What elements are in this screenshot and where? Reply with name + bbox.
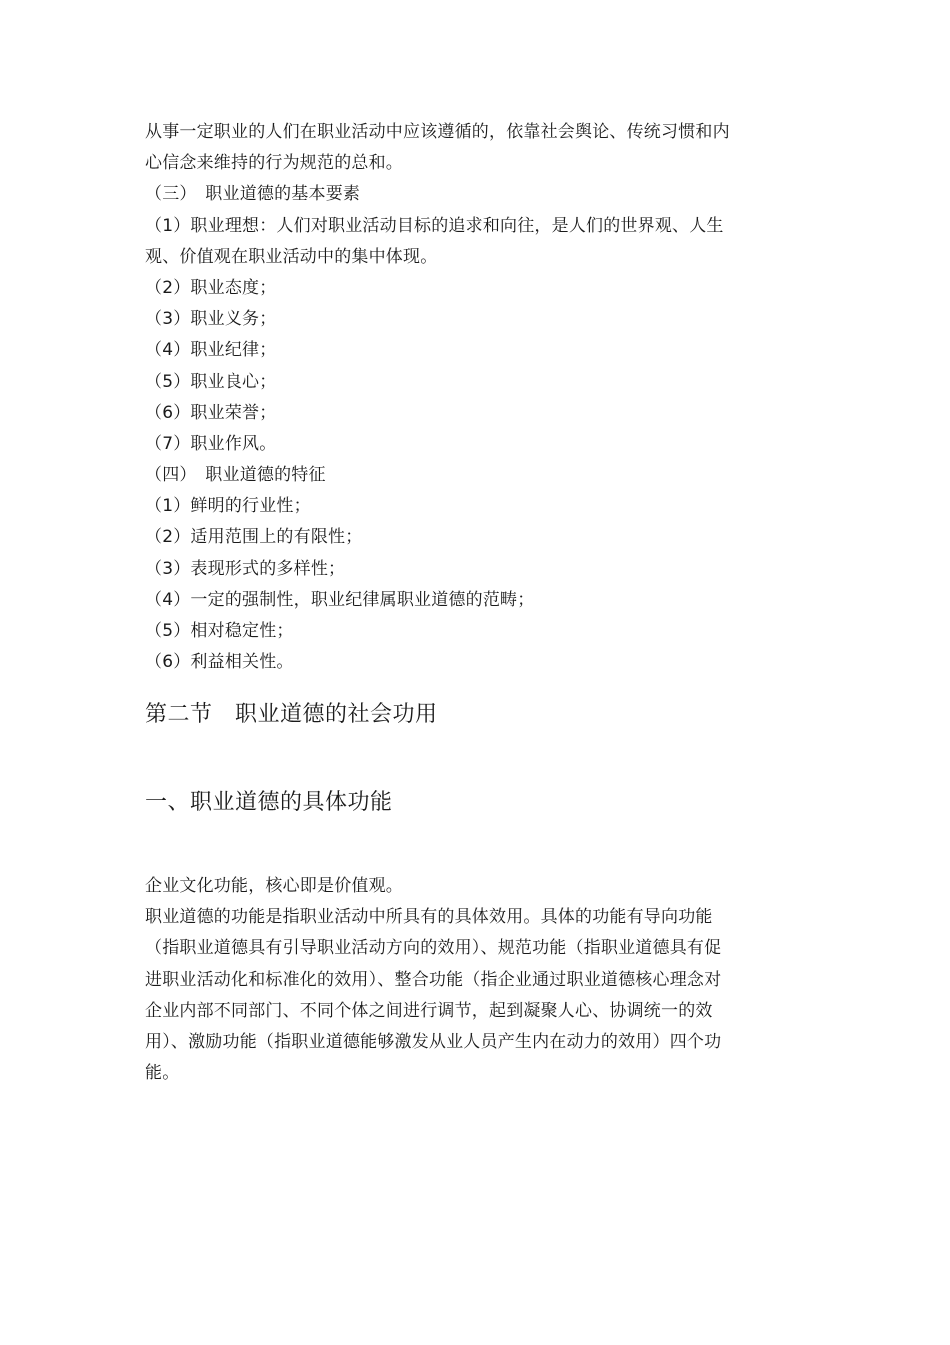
list-item: （3）职业义务； bbox=[145, 309, 277, 330]
text-block-elements-and-features bbox=[145, 117, 760, 678]
list-item: （6）利益相关性。 bbox=[145, 652, 294, 673]
text-line: 企业内部不同部门、不同个体之间进行调节，起到凝聚人心、协调统一的效 bbox=[145, 1000, 713, 1021]
list-item: （5）职业良心； bbox=[145, 371, 277, 392]
text-line: 企业文化功能，核心即是价值观。 bbox=[145, 876, 403, 896]
text-line: 进职业活动化和标准化的效用）、整合功能（指企业通过职业道德核心理念对 bbox=[145, 969, 722, 990]
list-item: （4）一定的强制性，职业纪律属职业道德的范畴； bbox=[145, 589, 535, 610]
subheading-line: （四） 职业道德的特征 bbox=[145, 465, 326, 486]
list-item: （7）职业作风。 bbox=[145, 433, 277, 454]
text-line: 观、价值观在职业活动中的集中体现。 bbox=[145, 246, 438, 267]
text-line: （1）职业理想：人们对职业活动目标的追求和向往，是人们的世界观、人生 bbox=[145, 215, 724, 236]
section-title: 第二节 职业道德的社会功用 bbox=[145, 702, 438, 727]
text-line: 心信念来维持的行为规范的总和。 bbox=[145, 153, 403, 174]
list-item: （4）职业纪律； bbox=[145, 340, 277, 361]
list-item: （3）表现形式的多样性； bbox=[145, 558, 346, 579]
text-line: 从事一定职业的人们在职业活动中应该遵循的，依靠社会舆论、传统习惯和内 bbox=[145, 122, 730, 142]
text-block-functions bbox=[145, 871, 765, 1089]
text-line: 用）、激励功能（指职业道德能够激发从业人员产生内在动力的效用）四个功 bbox=[145, 1031, 722, 1052]
list-item: （2）职业态度； bbox=[145, 277, 277, 298]
text-line: （指职业道德具有引导职业活动方向的效用）、规范功能（指职业道德具有促 bbox=[145, 938, 722, 959]
list-item: （6）职业荣誉； bbox=[145, 402, 277, 423]
list-item: （2）适用范围上的有限性； bbox=[145, 527, 363, 548]
subheading-line: （三） 职业道德的基本要素 bbox=[145, 184, 361, 205]
list-item: （5）相对稳定性； bbox=[145, 621, 294, 641]
subsection-title: 一、职业道德的具体功能 bbox=[145, 790, 393, 815]
text-line: 能。 bbox=[145, 1063, 180, 1084]
list-item: （1）鲜明的行业性； bbox=[145, 496, 311, 517]
text-line: 职业道德的功能是指职业活动中所具有的具体效用。具体的功能有导向功能 bbox=[145, 907, 713, 928]
